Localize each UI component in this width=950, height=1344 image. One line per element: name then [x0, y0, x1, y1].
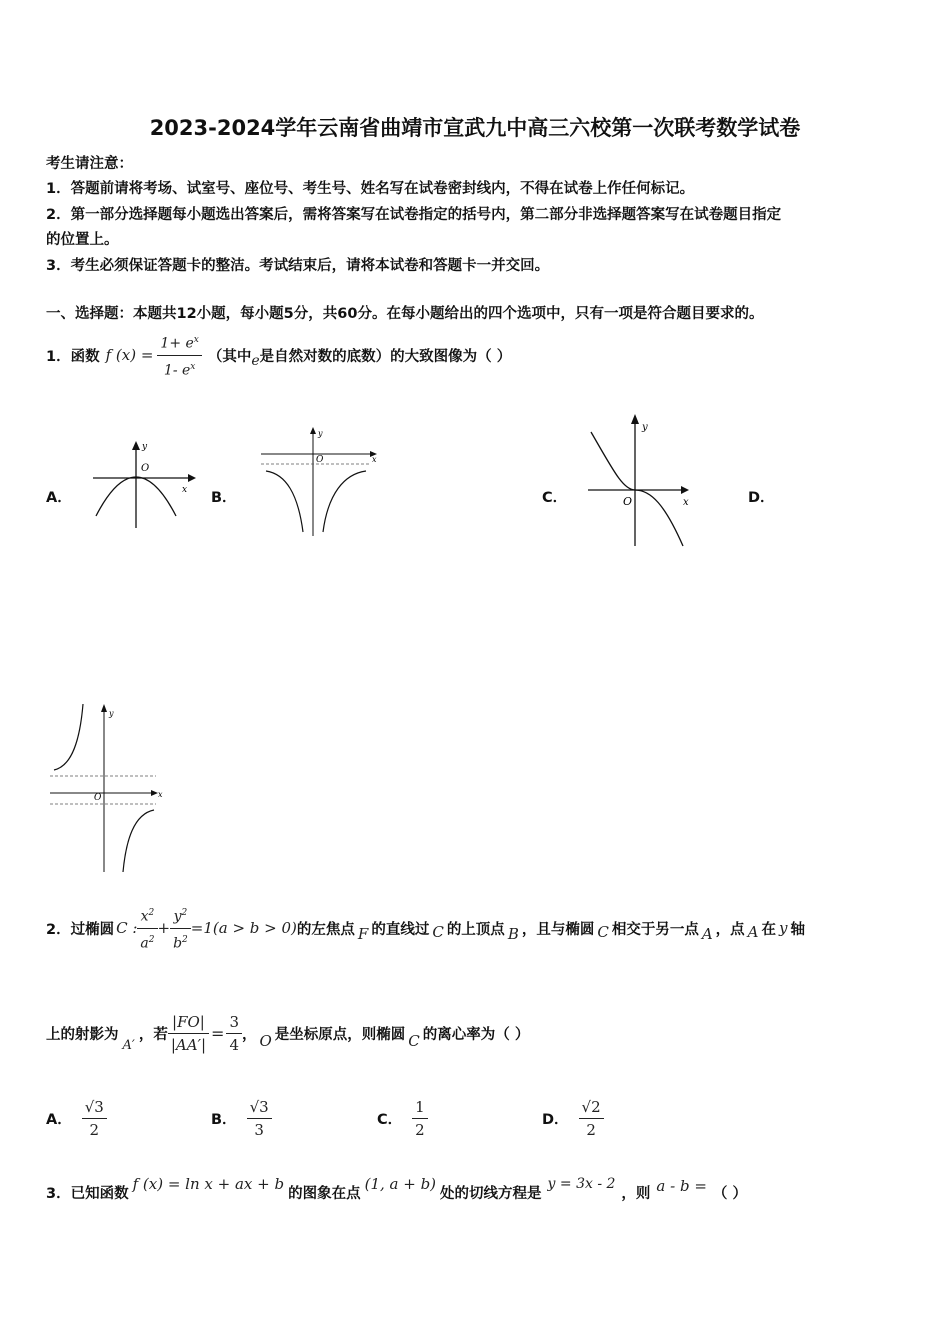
graph-a-origin: O — [141, 463, 150, 474]
q2-line2-text-1: 上的射影为 — [46, 1026, 119, 1043]
q2-C-2: C — [597, 923, 609, 941]
q2-option-c-num: 1 — [412, 1096, 428, 1119]
q3-text-1: 的图象在点 — [288, 1185, 361, 1202]
q1-sup-num: x — [193, 334, 199, 345]
q2-option-a[interactable] — [46, 1092, 107, 1144]
q2-equals: = — [211, 1023, 225, 1043]
graph-b — [258, 424, 383, 539]
graph-a-y-label: y — [142, 442, 148, 452]
q2-a-exp: 2 — [148, 934, 155, 945]
q2-three-quarters — [226, 1011, 242, 1056]
notice-heading: 考生请注意： — [46, 156, 133, 172]
q1-fraction-denominator: 1- e — [163, 362, 191, 379]
q2-b-exp: 2 — [182, 934, 188, 945]
graph-b-right-branch — [323, 471, 366, 532]
q1-fraction-numerator: 1+ e — [160, 335, 194, 352]
q2-ellipse-c: C : — [116, 919, 138, 937]
graph-c-origin: O — [623, 495, 633, 508]
q1-option-c[interactable]: C． — [542, 490, 568, 506]
graph-a-x-label: x — [182, 485, 188, 495]
q2-A-2: A — [747, 923, 759, 941]
q2-text-2: 的直线过 — [371, 921, 430, 938]
graph-d-x-arrow — [151, 790, 158, 796]
q2-y-exp: 2 — [181, 907, 188, 918]
section-heading: 一、选择题：本题共12小题，每小题5分，共60分。在每小题给出的四个选项中，只有一项是符合题目要求的。 — [46, 306, 764, 322]
graph-c-x-label: x — [683, 497, 689, 508]
q2-b: b — [173, 935, 183, 952]
q2-option-a-value — [82, 1096, 107, 1141]
q2-text-4: ，且与椭圆 — [521, 921, 595, 938]
q1-option-a[interactable]: A． — [46, 490, 72, 506]
q2-option-d[interactable] — [542, 1092, 604, 1144]
q1-option-b[interactable]: B． — [211, 490, 237, 506]
notice-item-1: 1．答题前请将考场、试室号、座位号、考生号、姓名写在试卷密封线内，不得在试卷上作任何标记。 — [46, 181, 695, 197]
q2-line2-text-3: 是坐标原点，则椭圆 — [274, 1026, 406, 1043]
graph-a-x-arrow — [188, 474, 196, 482]
q2-A-1: A — [701, 925, 713, 943]
q2-A-prime: A′ — [122, 1037, 135, 1053]
q1-option-d[interactable]: D． — [748, 490, 775, 506]
q1-fraction — [157, 329, 201, 381]
graph-c-y-label: y — [642, 422, 648, 433]
q1-function: f (x) = — [105, 346, 154, 364]
question-2-line-2 — [46, 1004, 529, 1062]
q2-option-b-value — [247, 1096, 272, 1141]
graph-b-left-branch — [266, 471, 303, 532]
q2-plus: + — [157, 919, 171, 937]
notice-item-3: 3．考生必须保证答题卡的整洁。考试结束后，请将本试卷和答题卡一并交回。 — [46, 258, 550, 274]
q2-B: B — [507, 925, 519, 943]
graph-d — [46, 700, 176, 875]
q2-line2-text-4: 的离心率为（ ） — [422, 1026, 530, 1043]
q1-sup-den: x — [190, 361, 196, 372]
q3-text-3: ，则 — [621, 1185, 651, 1202]
q2-text-6: ，点 — [715, 921, 745, 938]
q2-option-c-den: 2 — [415, 1120, 425, 1139]
graph-d-y-label: y — [109, 709, 114, 718]
q2-C-3: C — [408, 1032, 420, 1050]
q2-option-a-den: 2 — [89, 1120, 100, 1139]
notice-item-2: 2．第一部分选择题每小题选出答案后，需将答案写在试卷指定的括号内，第二部分非选择题答案写在试卷题目指定 — [46, 207, 782, 223]
q2-y: y — [173, 908, 182, 925]
q2-C-1: C — [432, 923, 444, 941]
graph-c-curve — [591, 432, 683, 546]
graph-d-left-branch — [54, 704, 83, 770]
q2-option-b-label: B． — [211, 1111, 237, 1128]
question-1 — [46, 330, 511, 380]
q2-ratio-numerator: |FO| — [168, 1011, 209, 1034]
graph-b-y-label: y — [318, 429, 323, 438]
q2-text-7: 在 — [761, 921, 777, 938]
q2-comma: ， — [241, 1026, 257, 1043]
q2-y-axis: y — [779, 919, 788, 937]
q2-text-1: 的左焦点 — [296, 921, 355, 938]
q2-ratio-fraction — [168, 1011, 209, 1056]
question-2 — [46, 902, 805, 954]
q2-text-5: 相交于另一点 — [611, 921, 699, 938]
q2-frac-y — [170, 902, 191, 954]
q2-option-d-den: 2 — [586, 1120, 596, 1139]
q3-text-4: （ ） — [712, 1185, 747, 1202]
q3-point: (1, a + b) — [364, 1175, 437, 1193]
q1-e: e — [251, 353, 260, 369]
q1-text-1: （其中 — [207, 348, 252, 365]
q2-text-3: 的上顶点 — [446, 921, 505, 938]
q2-option-d-num: √2 — [579, 1096, 604, 1119]
q2-option-c-value — [412, 1096, 428, 1141]
graph-c-x-arrow — [681, 486, 689, 494]
graph-d-origin: O — [94, 793, 102, 803]
q2-frac-x — [137, 902, 157, 954]
q3-tangent-line: y = 3x - 2 — [547, 1176, 616, 1192]
q2-three: 3 — [226, 1011, 242, 1034]
graph-b-y-arrow — [310, 427, 316, 434]
q2-option-d-value — [579, 1096, 604, 1141]
graph-d-y-arrow — [101, 704, 107, 712]
q2-origin-O: O — [259, 1032, 272, 1050]
q2-option-a-num: √3 — [82, 1096, 107, 1119]
notice-item-2-cont: 的位置上。 — [46, 232, 119, 248]
q2-option-a-label: A． — [46, 1111, 72, 1128]
q2-option-c-label: C． — [377, 1111, 403, 1128]
q2-option-b-num: √3 — [247, 1096, 272, 1119]
q2-x: x — [140, 908, 149, 925]
q2-F: F — [357, 925, 369, 943]
graph-a-y-arrow — [132, 441, 140, 450]
q2-option-d-label: D． — [542, 1111, 569, 1128]
q2-line2-text-2: ，若 — [138, 1026, 168, 1043]
graph-a — [90, 438, 200, 533]
question-3 — [46, 1170, 747, 1214]
graph-d-right-branch — [123, 810, 154, 872]
q2-option-b[interactable] — [211, 1092, 272, 1144]
q2-option-c[interactable] — [377, 1092, 428, 1144]
graph-b-x-label: x — [372, 455, 377, 464]
q2-condition: =1(a > b > 0) — [190, 919, 297, 937]
q3-number: 3．已知函数 — [46, 1185, 129, 1202]
q2-a: a — [140, 935, 149, 952]
q2-x-exp: 2 — [148, 907, 155, 918]
graph-c — [585, 410, 700, 550]
q3-function: f (x) = ln x + ax + b — [132, 1175, 285, 1193]
q3-expression: a - b = — [656, 1177, 707, 1195]
graph-b-origin: O — [316, 455, 324, 465]
q2-four: 4 — [229, 1035, 239, 1054]
q1-text-2: 是自然对数的底数）的大致图像为（ ） — [259, 348, 512, 365]
graph-d-x-label: x — [158, 790, 163, 799]
q1-number: 1．函数 — [46, 348, 100, 365]
q2-number: 2．过椭圆 — [46, 921, 115, 938]
q3-text-2: 处的切线方程是 — [440, 1185, 542, 1202]
q2-text-8: 轴 — [790, 921, 805, 938]
q2-ratio-denominator: |AA′| — [170, 1035, 207, 1054]
page-title: 2023-2024学年云南省曲靖市宣武九中高三六校第一次联考数学试卷 — [149, 116, 801, 140]
graph-c-y-arrow — [631, 414, 639, 424]
q2-option-b-den: 3 — [254, 1120, 264, 1139]
